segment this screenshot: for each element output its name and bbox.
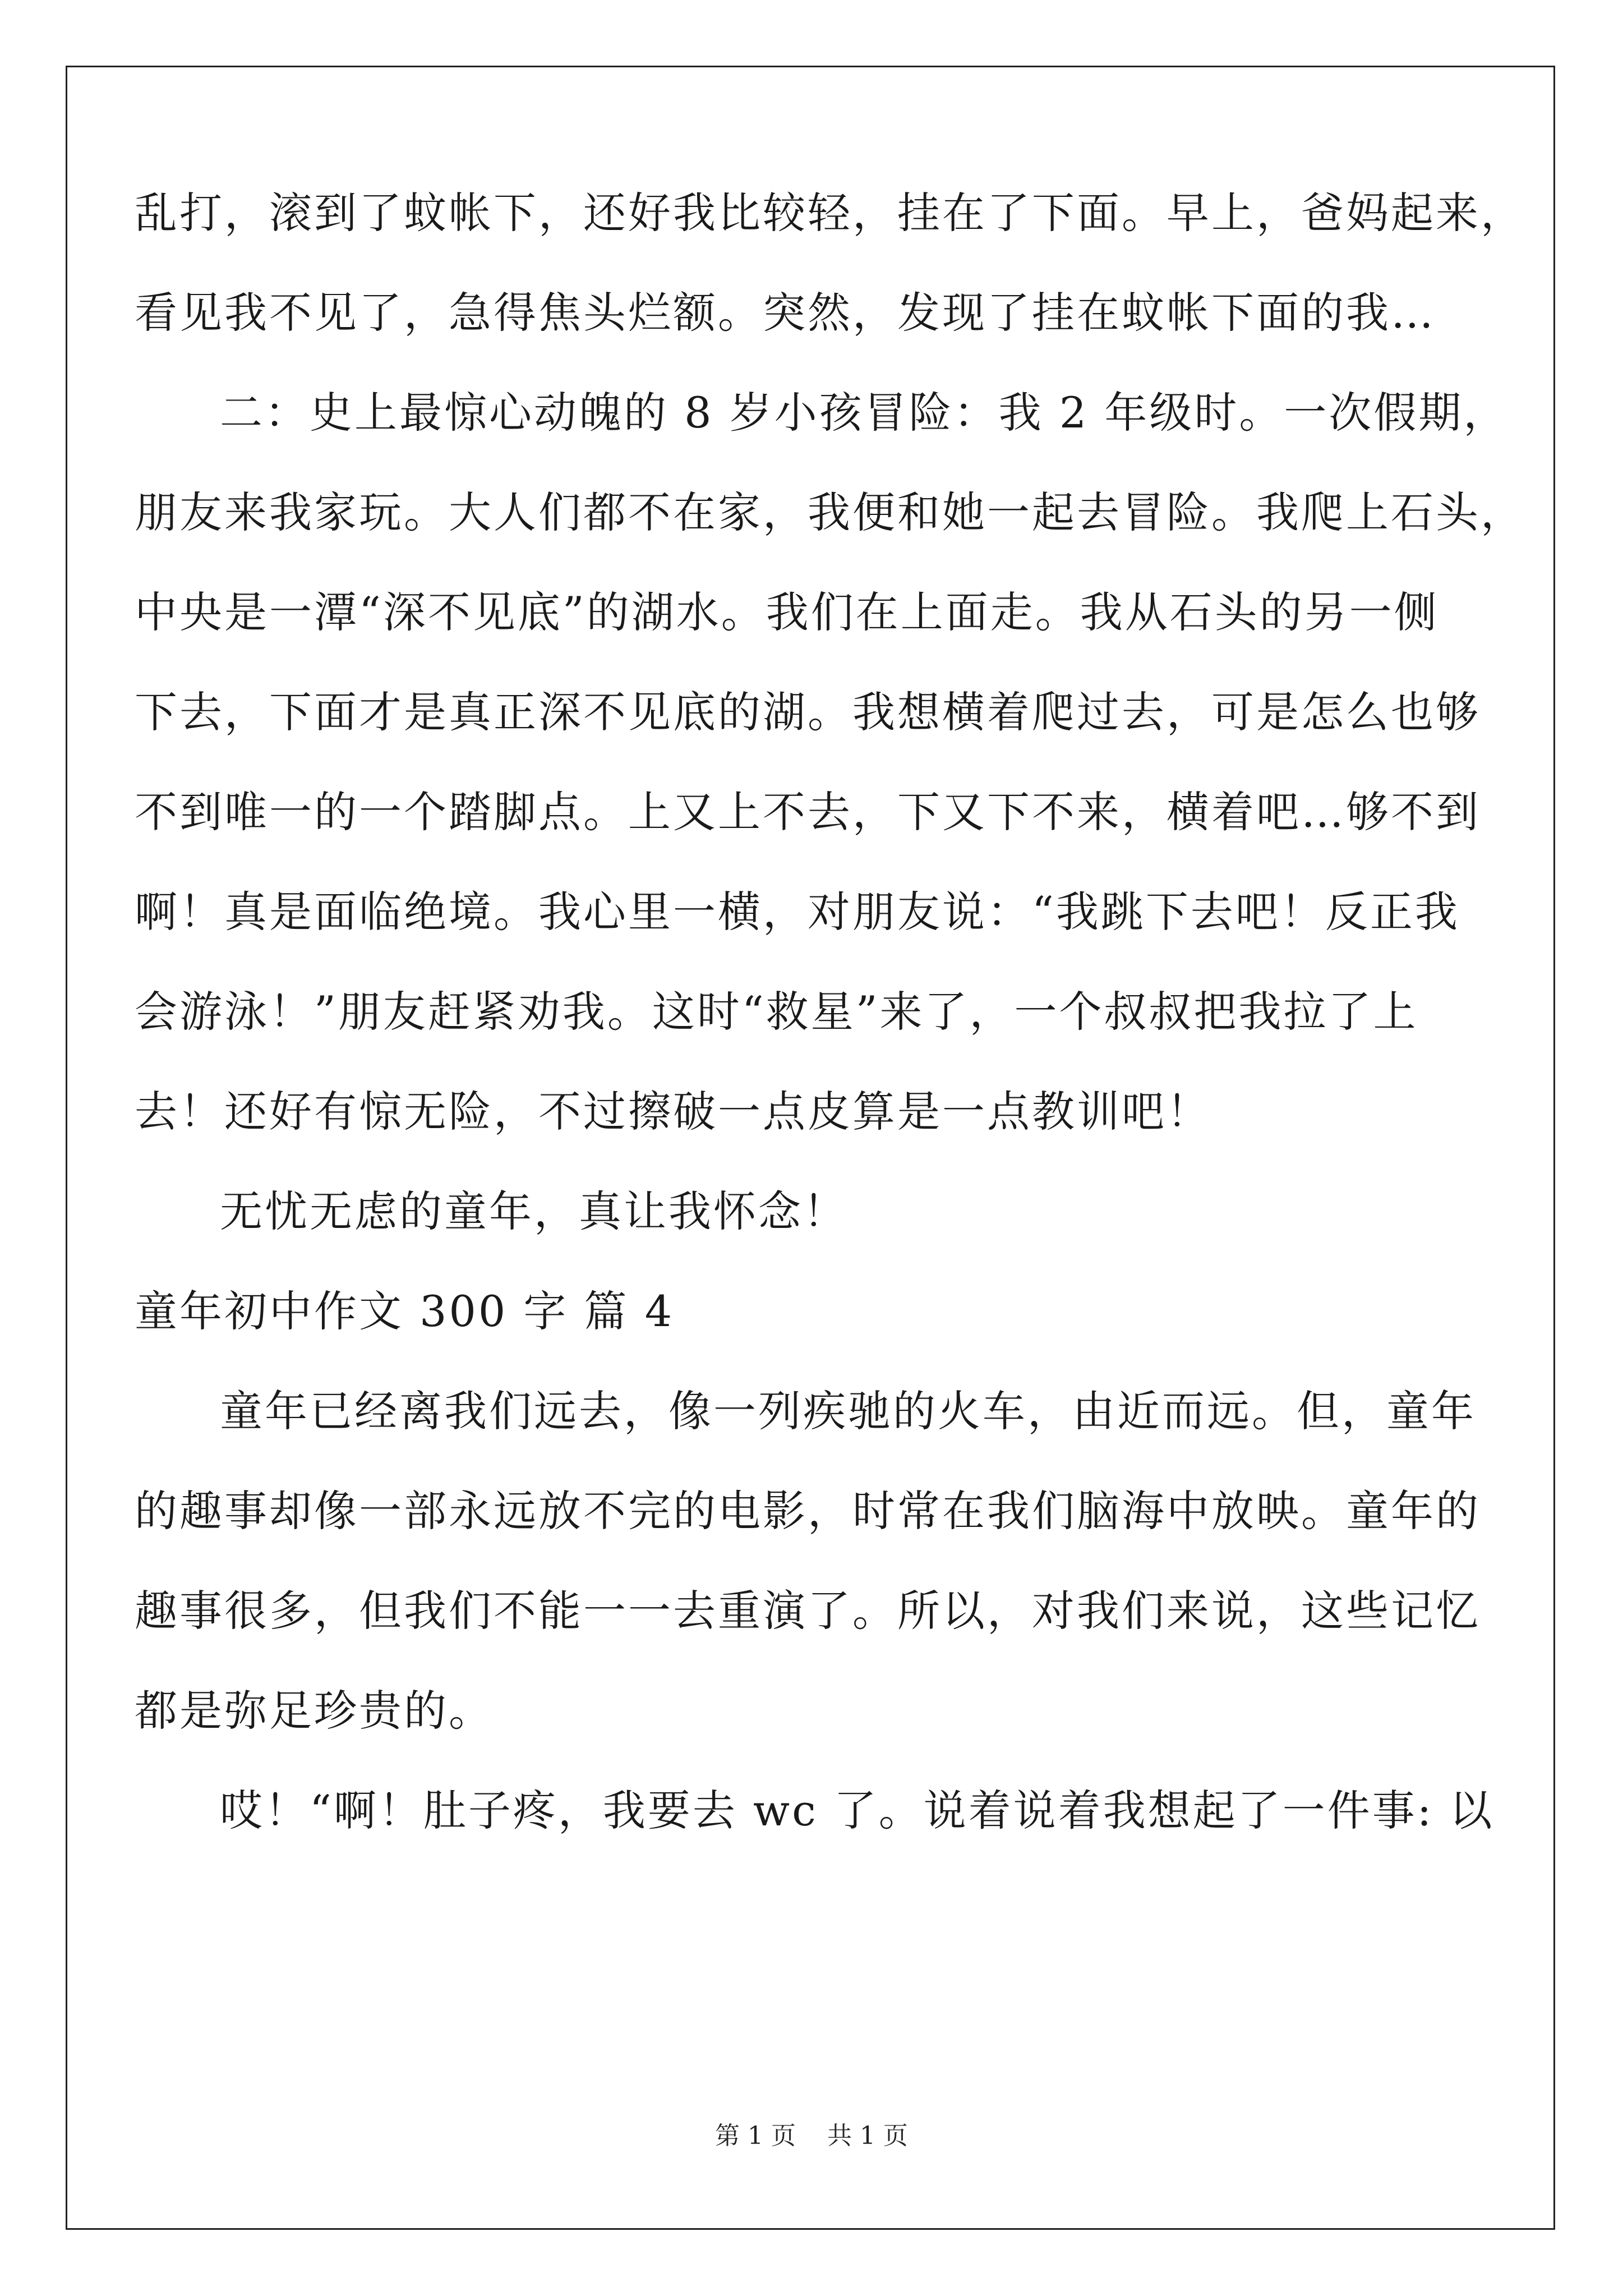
text-line-15: 趣事很多，但我们不能一一去重演了。所以，对我们来说，这些记忆 [135,1586,1481,1636]
text-line-14: 的趣事却像一部永远放不完的电影，时常在我们脑海中放映。童年的 [135,1486,1481,1536]
paragraph-line-3: 二：史上最惊心动魄的 8 岁小孩冒险：我 2 年级时。一次假期， [220,388,1509,438]
paragraph-line-11: 无忧无虑的童年，真让我怀念！ [220,1186,848,1236]
text-line-1: 乱打，滚到了蚊帐下，还好我比较轻，挂在了下面。早上，爸妈起来， [135,188,1525,238]
text-line-10: 去！还好有惊无险，不过擦破一点皮算是一点教训吧！ [135,1087,1211,1137]
text-line-6: 下去，下面才是真正深不见底的湖。我想横着爬过去，可是怎么也够 [135,687,1481,737]
text-line-2: 看见我不见了，急得焦头烂额。突然，发现了挂在蚊帐下面的我… [135,288,1436,338]
text-line-9: 会游泳！”朋友赶紧劝我。这时“救星”来了，一个叔叔把我拉了上 [135,987,1418,1037]
paragraph-line-17: 哎！“啊！肚子疼，我要去 wc 了。说着说着我想起了一件事: 以 [220,1786,1495,1835]
text-line-5: 中央是一潭“深不见底”的湖水。我们在上面走。我从石头的另一侧 [135,587,1439,637]
text-line-16: 都是弥足珍贵的。 [135,1686,494,1736]
paragraph-line-13: 童年已经离我们远去，像一列疾驰的火车，由近而远。但，童年 [220,1386,1476,1436]
text-line-4: 朋友来我家玩。大人们都不在家，我便和她一起去冒险。我爬上石头， [135,487,1525,537]
section-heading: 童年初中作文 300 字 篇 4 [135,1286,675,1336]
text-line-8: 啊！真是面临绝境。我心里一横，对朋友说：“我跳下去吧！反正我 [135,887,1460,937]
text-line-7: 不到唯一的一个踏脚点。上又上不去，下又下不来，横着吧…够不到 [135,787,1481,837]
page-footer: 第 1 页 共 1 页 [715,2122,908,2150]
